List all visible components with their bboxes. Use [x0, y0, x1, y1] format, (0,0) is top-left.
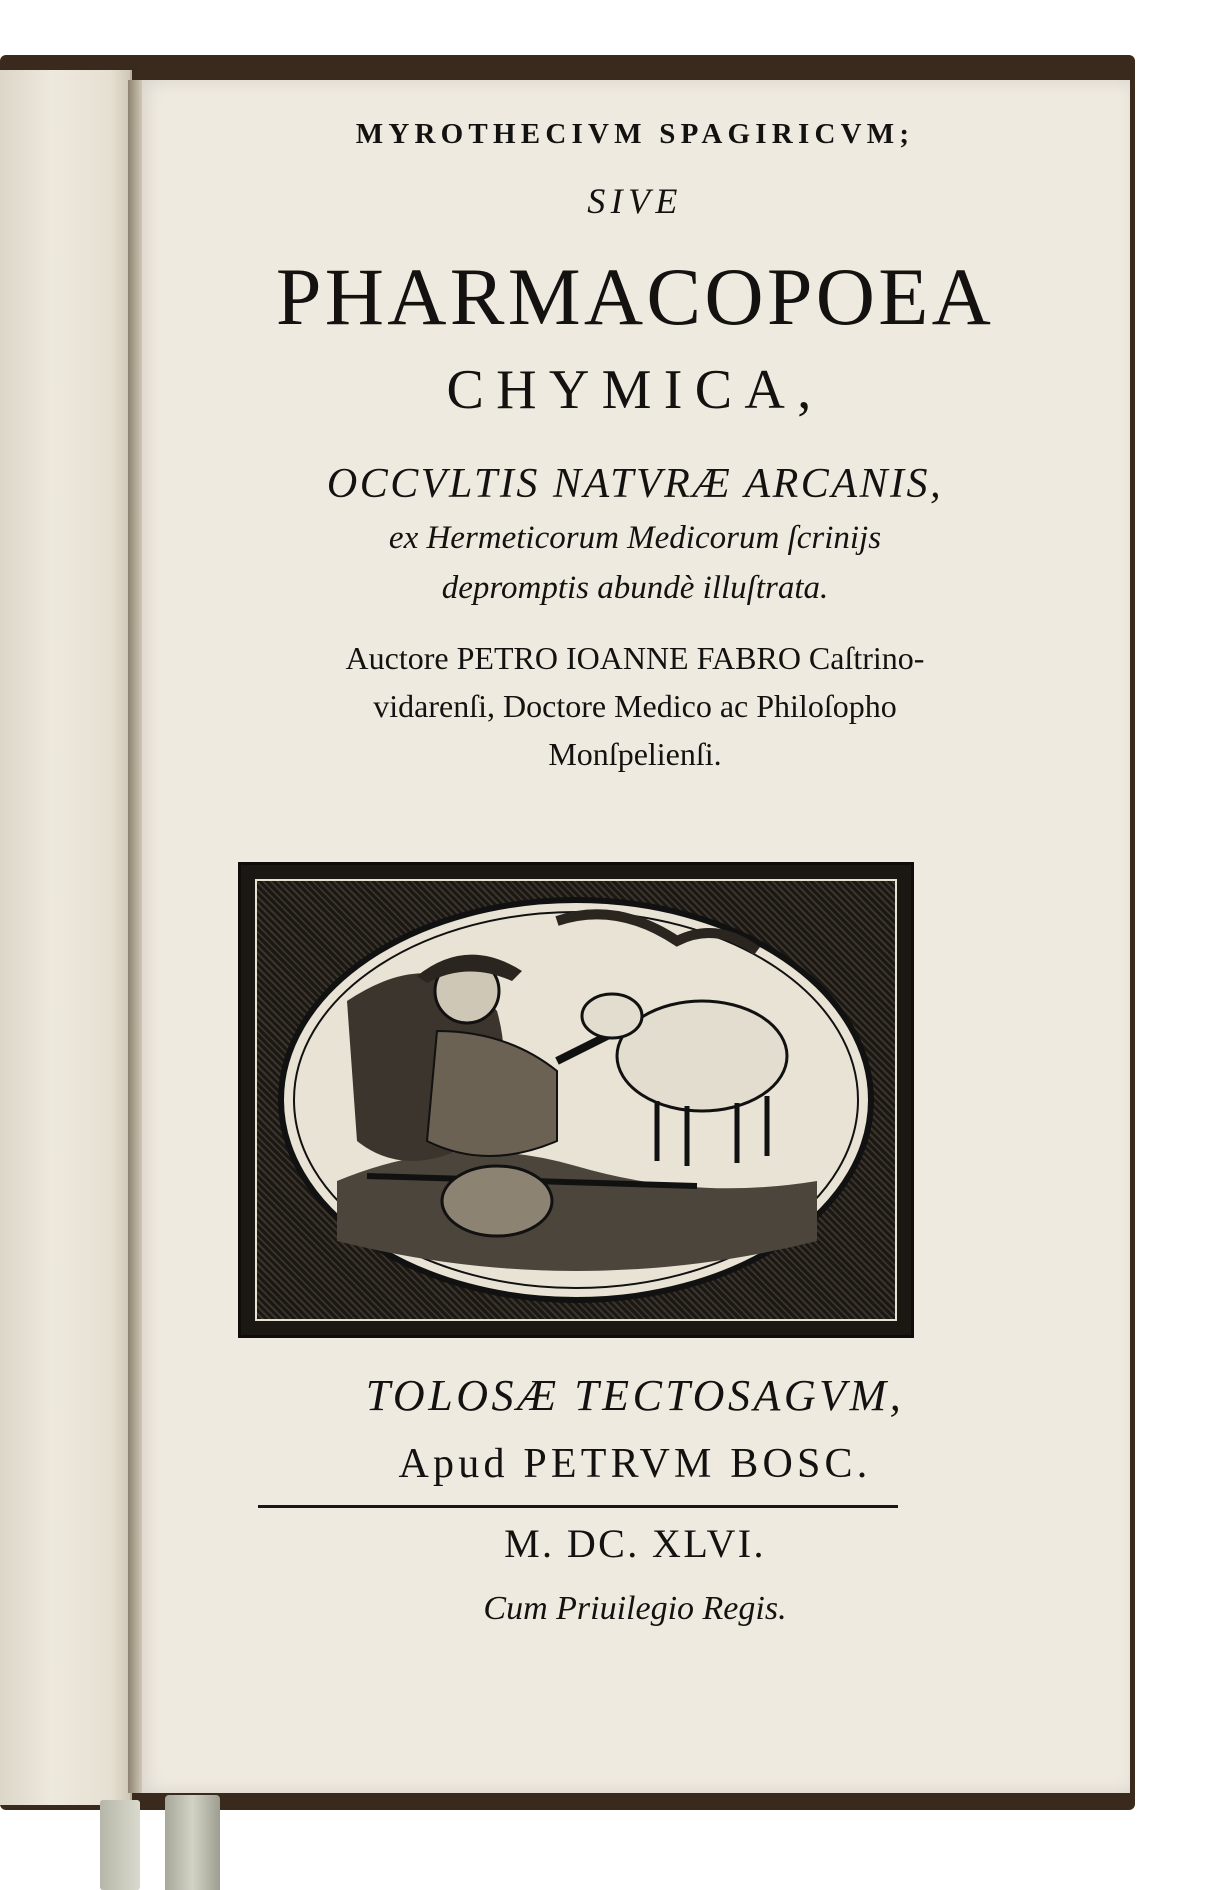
author-line-2: vidarenſi, Doctore Medico ac Philoſopho	[373, 688, 897, 724]
woodcut-frame	[255, 879, 897, 1321]
publication-date: M. DC. XLVI.	[504, 1521, 766, 1566]
main-title: PHARMACOPOEA	[275, 251, 995, 342]
woodcut-illustration	[257, 881, 895, 1319]
left-page-edge	[0, 70, 132, 1805]
imprint-line-1: TOLOSÆ TECTOSAGVM,	[365, 1371, 905, 1420]
title-line-5: OCCVLTIS NATVRÆ ARCANIS,	[326, 461, 944, 507]
title-line-7: depromptis abundè illuſtrata.	[441, 570, 829, 606]
author-line-3: Monſpelienſi.	[548, 736, 722, 772]
imprint-line-2: Apud PETRVM BOSC.	[398, 1441, 872, 1487]
title-line-1: MYROTHECIVM SPAGIRICVM;	[355, 118, 915, 150]
author-line-1: Auctore PETRO IOANNE FABRO Caſtrino-	[345, 640, 925, 676]
ribbon-bookmark	[100, 1800, 140, 1890]
imprint-rule	[258, 1505, 898, 1508]
title-line-2: SIVE	[587, 181, 683, 221]
title-line-6: ex Hermeticorum Medicorum ſcriniјs	[388, 520, 882, 556]
ribbon-bookmark-2	[165, 1795, 220, 1890]
shepherd-with-sheep-woodcut-icon	[238, 862, 914, 1338]
privilege-line: Cum Priuilegio Regis.	[483, 1590, 787, 1627]
subtitle: CHYMICA,	[446, 359, 824, 421]
